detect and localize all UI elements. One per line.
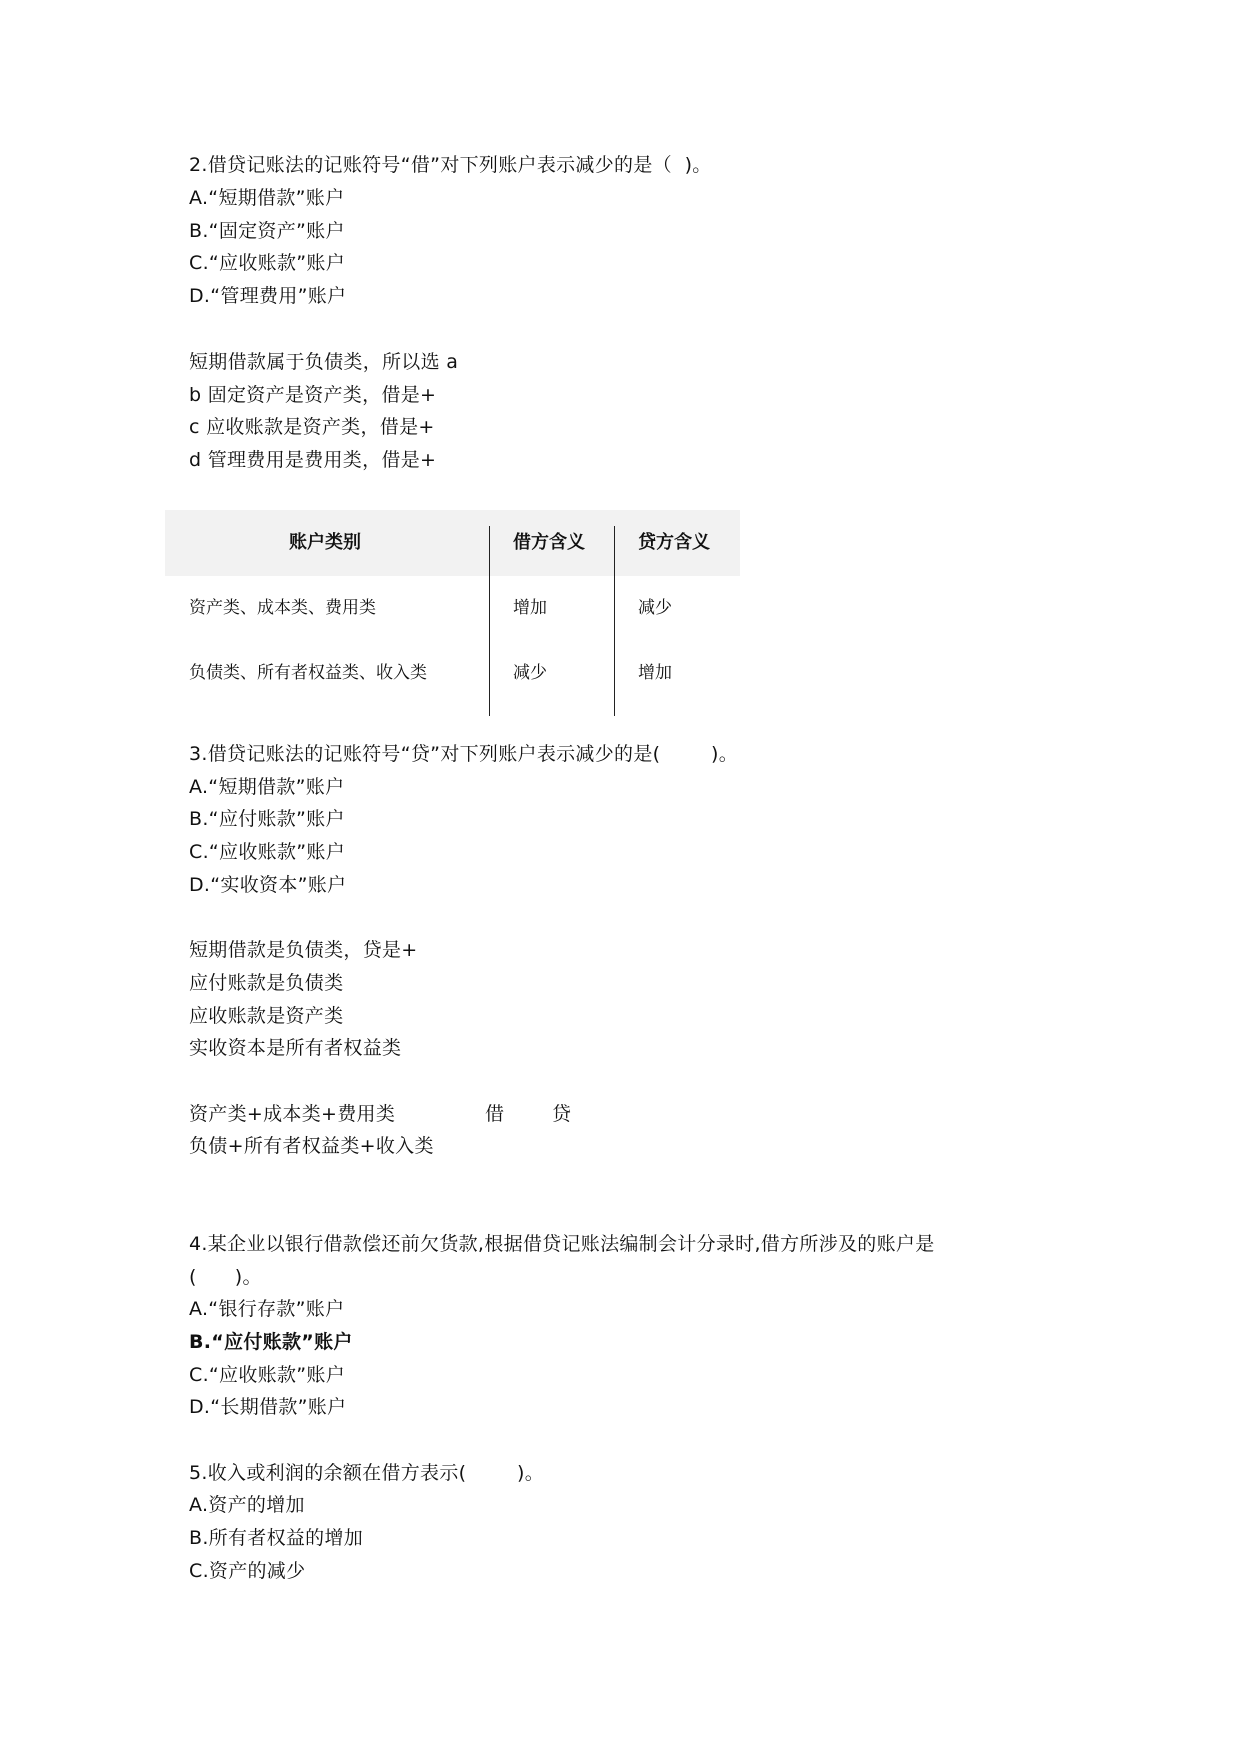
q2-option-a: A.“短期借款”账户 bbox=[189, 187, 345, 209]
q2-option-d: D.“管理费用”账户 bbox=[189, 285, 347, 307]
q5-option-c: C.资产的减少 bbox=[189, 1560, 306, 1582]
q2-note-4: d 管理费用是费用类，借是+ bbox=[189, 449, 437, 471]
table-divider bbox=[614, 526, 615, 716]
table-divider bbox=[489, 526, 490, 716]
q3-note-4: 实收资本是所有者权益类 bbox=[189, 1037, 402, 1059]
q4-option-a: A.“银行存款”账户 bbox=[189, 1298, 345, 1320]
q3-summary-line-2: 负债+所有者权益类+收入类 bbox=[189, 1135, 434, 1157]
debit-credit-table bbox=[165, 510, 740, 706]
table-header-credit: 贷方含义 bbox=[638, 532, 710, 553]
q3-option-c: C.“应收账款”账户 bbox=[189, 841, 345, 863]
summary-debit-label: 借 bbox=[485, 1103, 505, 1125]
q2-option-b: B.“固定资产”账户 bbox=[189, 220, 345, 242]
q2-question: 2.借贷记账法的记账符号“借”对下列账户表示减少的是（ )。 bbox=[189, 154, 712, 176]
q3-note-3: 应收账款是资产类 bbox=[189, 1005, 344, 1027]
q2-option-c: C.“应收账款”账户 bbox=[189, 252, 345, 274]
q3-option-b: B.“应付账款”账户 bbox=[189, 808, 345, 830]
q4-question-line-2: ( )。 bbox=[189, 1266, 262, 1288]
summary-categories: 资产类+成本类+费用类 bbox=[189, 1103, 396, 1125]
q4-option-c: C.“应收账款”账户 bbox=[189, 1364, 345, 1386]
table-cell: 负债类、所有者权益类、收入类 bbox=[189, 663, 427, 683]
q3-option-d: D.“实收资本”账户 bbox=[189, 874, 347, 896]
table-cell: 资产类、成本类、费用类 bbox=[189, 598, 376, 618]
q2-note-1: 短期借款属于负债类，所以选 a bbox=[189, 351, 459, 373]
q3-note-2: 应付账款是负债类 bbox=[189, 972, 344, 994]
table-header-category: 账户类别 bbox=[289, 532, 361, 553]
q3-option-a: A.“短期借款”账户 bbox=[189, 776, 345, 798]
q3-summary-line-1 bbox=[189, 1098, 609, 1130]
summary-credit-label: 贷 bbox=[552, 1103, 572, 1125]
table-header-debit: 借方含义 bbox=[513, 532, 585, 553]
q5-option-a: A.资产的增加 bbox=[189, 1494, 305, 1516]
table-cell: 增加 bbox=[513, 598, 547, 618]
q4-option-d: D.“长期借款”账户 bbox=[189, 1396, 347, 1418]
q3-note-1: 短期借款是负债类，贷是+ bbox=[189, 939, 418, 961]
q5-option-b: B.所有者权益的增加 bbox=[189, 1527, 364, 1549]
q4-question-line-1: 4.某企业以银行借款偿还前欠货款,根据借贷记账法编制会计分录时,借方所涉及的账户是 bbox=[189, 1233, 935, 1255]
q5-question: 5.收入或利润的余额在借方表示( )。 bbox=[189, 1462, 545, 1484]
table-cell: 增加 bbox=[638, 663, 672, 683]
q3-question: 3.借贷记账法的记账符号“贷”对下列账户表示减少的是( )。 bbox=[189, 743, 739, 765]
q2-note-2: b 固定资产是资产类，借是+ bbox=[189, 384, 437, 406]
q2-note-3: c 应收账款是资产类，借是+ bbox=[189, 416, 435, 438]
table-cell: 减少 bbox=[638, 598, 672, 618]
table-cell: 减少 bbox=[513, 663, 547, 683]
q4-option-b: B.“应付账款”账户 bbox=[189, 1331, 353, 1353]
